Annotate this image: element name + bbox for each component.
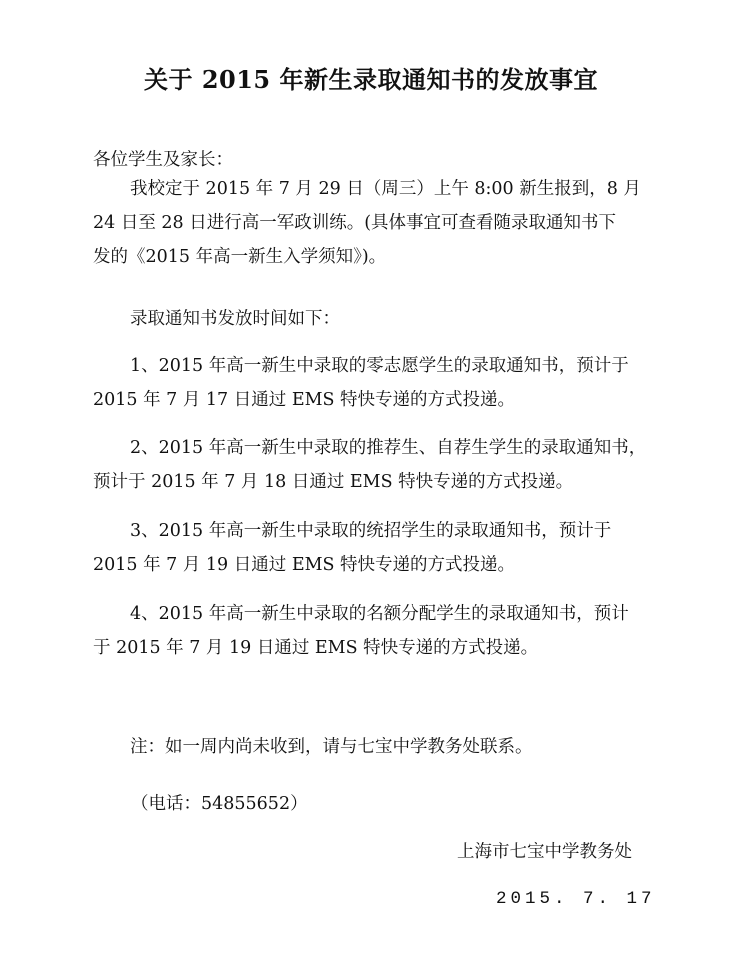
- salutation: 各位学生及家长：: [93, 150, 233, 170]
- intro-line: 发的《2015 年高一新生入学须知》)。: [93, 247, 387, 267]
- intro-paragraph: [93, 172, 673, 274]
- phone-number: （电话：54855652）: [131, 794, 308, 814]
- schedule-item-4: [93, 597, 673, 665]
- schedule-item-2: [93, 431, 673, 499]
- schedule-item-line: 1、2015 年高一新生中录取的零志愿学生的录取通知书，预计于: [130, 356, 629, 376]
- schedule-heading: 录取通知书发放时间如下：: [130, 309, 340, 329]
- schedule-item-line: 于 2015 年 7 月 19 日通过 EMS 特快专递的方式投递。: [93, 638, 539, 658]
- schedule-item-line: 2、2015 年高一新生中录取的推荐生、自荐生学生的录取通知书，: [130, 438, 647, 458]
- signature-department: 上海市七宝中学教务处: [457, 842, 632, 862]
- contact-note: 注：如一周内尚未收到，请与七宝中学教务处联系。: [130, 737, 533, 757]
- schedule-item-3: [93, 514, 673, 582]
- page-title: 关于 2015 年新生录取通知书的发放事宜: [143, 65, 598, 94]
- intro-line: 24 日至 28 日进行高一军政训练。(具体事宜可查看随录取通知书下: [93, 213, 617, 233]
- signature-date: 2015. 7. 17: [496, 889, 656, 909]
- schedule-item-line: 4、2015 年高一新生中录取的名额分配学生的录取通知书，预计: [130, 604, 629, 624]
- schedule-item-line: 2015 年 7 月 19 日通过 EMS 特快专递的方式投递。: [93, 555, 516, 575]
- schedule-item-1: [93, 349, 673, 417]
- intro-line: 我校定于 2015 年 7 月 29 日（周三）上午 8:00 新生报到，8 月: [130, 179, 641, 199]
- schedule-item-line: 2015 年 7 月 17 日通过 EMS 特快专递的方式投递。: [93, 390, 516, 410]
- schedule-item-line: 3、2015 年高一新生中录取的统招学生的录取通知书，预计于: [130, 521, 612, 541]
- schedule-item-line: 预计于 2015 年 7 月 18 日通过 EMS 特快专递的方式投递。: [93, 472, 574, 492]
